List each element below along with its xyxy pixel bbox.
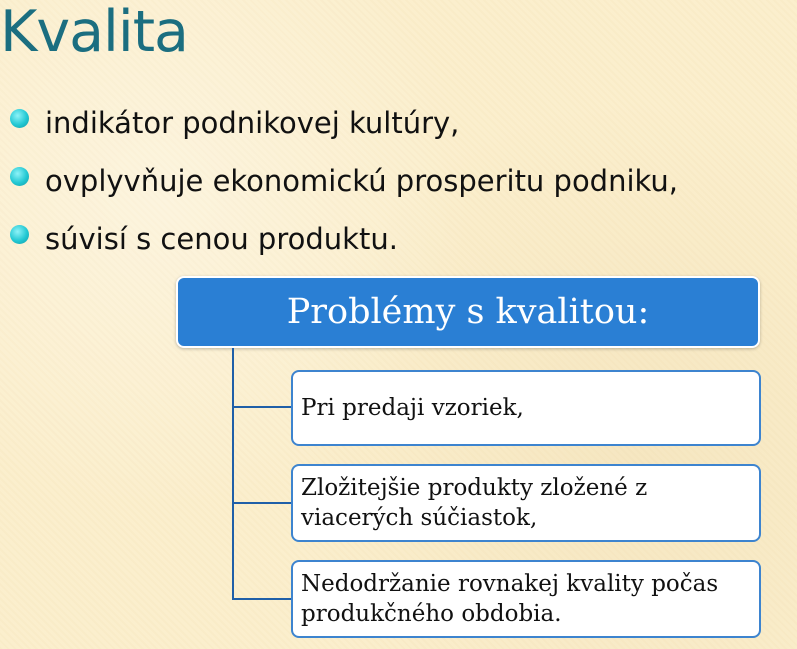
connector-branch [232,598,292,600]
bullet-item [10,217,678,275]
bullet-text: súvisí s cenou produktu. [45,222,398,256]
bullet-text: indikátor podnikovej kultúry, [45,106,460,140]
bullet-item [10,159,678,217]
diagram-item-text: Pri predaji vzoriek, [301,395,524,421]
bullet-item [10,101,678,159]
bullet-dot-icon [10,167,29,186]
diagram-header-box [176,276,760,348]
bullet-dot-icon [10,109,29,128]
bullet-list [10,101,678,275]
bullet-text: ovplyvňuje ekonomickú prosperitu podniku, [45,164,679,198]
connector-vertical [232,348,234,600]
bullet-dot-icon [10,225,29,244]
diagram-item-text: Nedodržanie rovnakej kvality počas produkčného obdobia. [301,571,719,627]
diagram-item-box [291,560,761,638]
connector-branch [232,502,292,504]
slide-title: Kvalita [0,0,188,65]
diagram-item-box [291,464,761,542]
connector-branch [232,406,292,408]
diagram-item-box [291,370,761,446]
diagram-header-text: Problémy s kvalitou: [286,292,650,332]
diagram-item-text: Zložitejšie produkty zložené z viacerých súčiastok, [301,475,648,531]
